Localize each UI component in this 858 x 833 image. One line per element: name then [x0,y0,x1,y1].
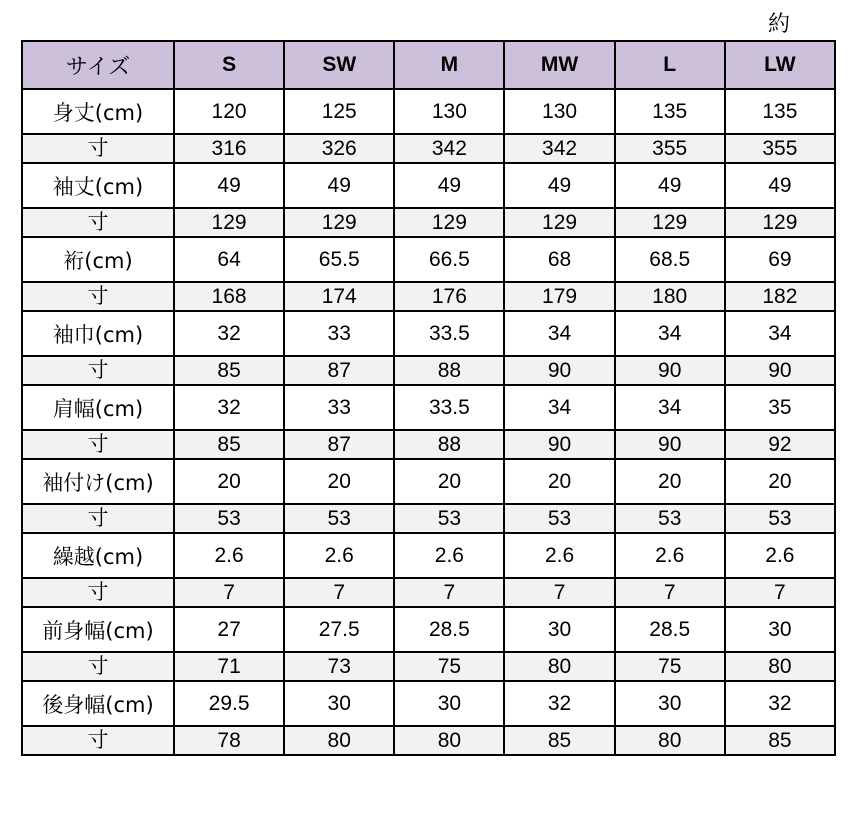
table-row [22,134,835,163]
table-cell: 33 [284,385,394,430]
table-cell: 20 [725,459,835,504]
table-cell: 29.5 [174,681,284,726]
table-cell: 2.6 [615,533,725,578]
header-size-l: L [615,41,725,89]
table-cell: 7 [394,578,504,607]
header-size-label: サイズ [22,41,174,89]
table-cell: 85 [174,430,284,459]
table-cell: 53 [725,504,835,533]
row-label: 寸 [22,282,174,311]
table-cell: 20 [615,459,725,504]
table-cell: 88 [394,430,504,459]
table-cell: 34 [725,311,835,356]
table-cell: 129 [504,208,614,237]
table-cell: 34 [615,385,725,430]
table-cell: 49 [174,163,284,208]
table-cell: 355 [725,134,835,163]
table-cell: 64 [174,237,284,282]
row-label: 身丈(cm) [22,89,174,134]
table-cell: 135 [725,89,835,134]
table-cell: 80 [725,652,835,681]
table-row [22,356,835,385]
table-cell: 355 [615,134,725,163]
table-cell: 30 [394,681,504,726]
row-label: 裄(cm) [22,237,174,282]
table-cell: 129 [615,208,725,237]
table-cell: 85 [504,726,614,755]
table-cell: 32 [174,311,284,356]
row-label: 前身幅(cm) [22,607,174,652]
row-label: 寸 [22,504,174,533]
approx-note: 約 [768,12,791,37]
table-cell: 88 [394,356,504,385]
table-cell: 7 [615,578,725,607]
table-cell: 87 [284,356,394,385]
table-cell: 32 [174,385,284,430]
table-row [22,430,835,459]
table-row [22,652,835,681]
table-cell: 33.5 [394,385,504,430]
table-cell: 80 [615,726,725,755]
table-cell: 49 [725,163,835,208]
table-cell: 129 [394,208,504,237]
table-cell: 34 [615,311,725,356]
table-cell: 28.5 [615,607,725,652]
table-cell: 87 [284,430,394,459]
table-cell: 90 [615,356,725,385]
row-label: 後身幅(cm) [22,681,174,726]
table-cell: 49 [615,163,725,208]
table-cell: 35 [725,385,835,430]
table-cell: 27.5 [284,607,394,652]
table-cell: 2.6 [174,533,284,578]
table-cell: 73 [284,652,394,681]
table-cell: 7 [725,578,835,607]
table-row [22,681,835,726]
table-cell: 2.6 [504,533,614,578]
table-cell: 68 [504,237,614,282]
table-cell: 69 [725,237,835,282]
table-row [22,208,835,237]
table-cell: 174 [284,282,394,311]
row-label: 寸 [22,578,174,607]
table-cell: 179 [504,282,614,311]
table-row [22,459,835,504]
row-label: 寸 [22,134,174,163]
size-chart-table [21,40,836,756]
table-cell: 129 [174,208,284,237]
table-row [22,163,835,208]
table-cell: 49 [284,163,394,208]
table-cell: 71 [174,652,284,681]
table-cell: 27 [174,607,284,652]
table-cell: 20 [504,459,614,504]
header-size-mw: MW [504,41,614,89]
row-label: 寸 [22,208,174,237]
table-cell: 316 [174,134,284,163]
table-row [22,89,835,134]
table-cell: 75 [615,652,725,681]
table-cell: 30 [615,681,725,726]
table-row [22,311,835,356]
table-cell: 120 [174,89,284,134]
row-label: 袖付け(cm) [22,459,174,504]
table-cell: 7 [504,578,614,607]
row-label: 寸 [22,356,174,385]
table-cell: 90 [615,430,725,459]
row-label: 繰越(cm) [22,533,174,578]
table-row [22,578,835,607]
table-cell: 20 [174,459,284,504]
table-cell: 66.5 [394,237,504,282]
header-size-m: M [394,41,504,89]
table-cell: 80 [504,652,614,681]
table-cell: 75 [394,652,504,681]
table-cell: 28.5 [394,607,504,652]
table-cell: 30 [284,681,394,726]
table-cell: 90 [504,430,614,459]
table-cell: 7 [284,578,394,607]
table-cell: 90 [504,356,614,385]
table-cell: 92 [725,430,835,459]
table-cell: 33 [284,311,394,356]
table-cell: 53 [504,504,614,533]
table-cell: 34 [504,385,614,430]
table-cell: 30 [504,607,614,652]
table-cell: 2.6 [284,533,394,578]
table-cell: 20 [284,459,394,504]
table-cell: 20 [394,459,504,504]
row-label: 肩幅(cm) [22,385,174,430]
table-cell: 176 [394,282,504,311]
table-cell: 180 [615,282,725,311]
row-label: 寸 [22,652,174,681]
table-cell: 90 [725,356,835,385]
table-cell: 33.5 [394,311,504,356]
table-cell: 129 [725,208,835,237]
table-row [22,282,835,311]
table-cell: 78 [174,726,284,755]
table-cell: 34 [504,311,614,356]
header-size-s: S [174,41,284,89]
table-row [22,726,835,755]
header-row [22,41,835,89]
header-size-lw: LW [725,41,835,89]
row-label: 寸 [22,726,174,755]
table-row [22,607,835,652]
table-row [22,533,835,578]
table-cell: 129 [284,208,394,237]
table-cell: 32 [725,681,835,726]
table-cell: 49 [504,163,614,208]
header-size-sw: SW [284,41,394,89]
table-cell: 2.6 [725,533,835,578]
row-label: 寸 [22,430,174,459]
table-cell: 53 [284,504,394,533]
table-cell: 85 [725,726,835,755]
table-cell: 53 [615,504,725,533]
table-cell: 30 [725,607,835,652]
table-row [22,385,835,430]
table-cell: 168 [174,282,284,311]
table-cell: 32 [504,681,614,726]
table-cell: 7 [174,578,284,607]
table-cell: 326 [284,134,394,163]
table-row [22,504,835,533]
table-cell: 53 [394,504,504,533]
row-label: 袖丈(cm) [22,163,174,208]
table-cell: 135 [615,89,725,134]
table-cell: 68.5 [615,237,725,282]
table-cell: 49 [394,163,504,208]
table-cell: 130 [504,89,614,134]
table-cell: 65.5 [284,237,394,282]
table-cell: 342 [504,134,614,163]
table-row [22,237,835,282]
table-cell: 2.6 [394,533,504,578]
table-cell: 342 [394,134,504,163]
table-cell: 182 [725,282,835,311]
table-cell: 125 [284,89,394,134]
table-cell: 80 [394,726,504,755]
table-cell: 130 [394,89,504,134]
table-cell: 53 [174,504,284,533]
table-cell: 85 [174,356,284,385]
table-cell: 80 [284,726,394,755]
row-label: 袖巾(cm) [22,311,174,356]
